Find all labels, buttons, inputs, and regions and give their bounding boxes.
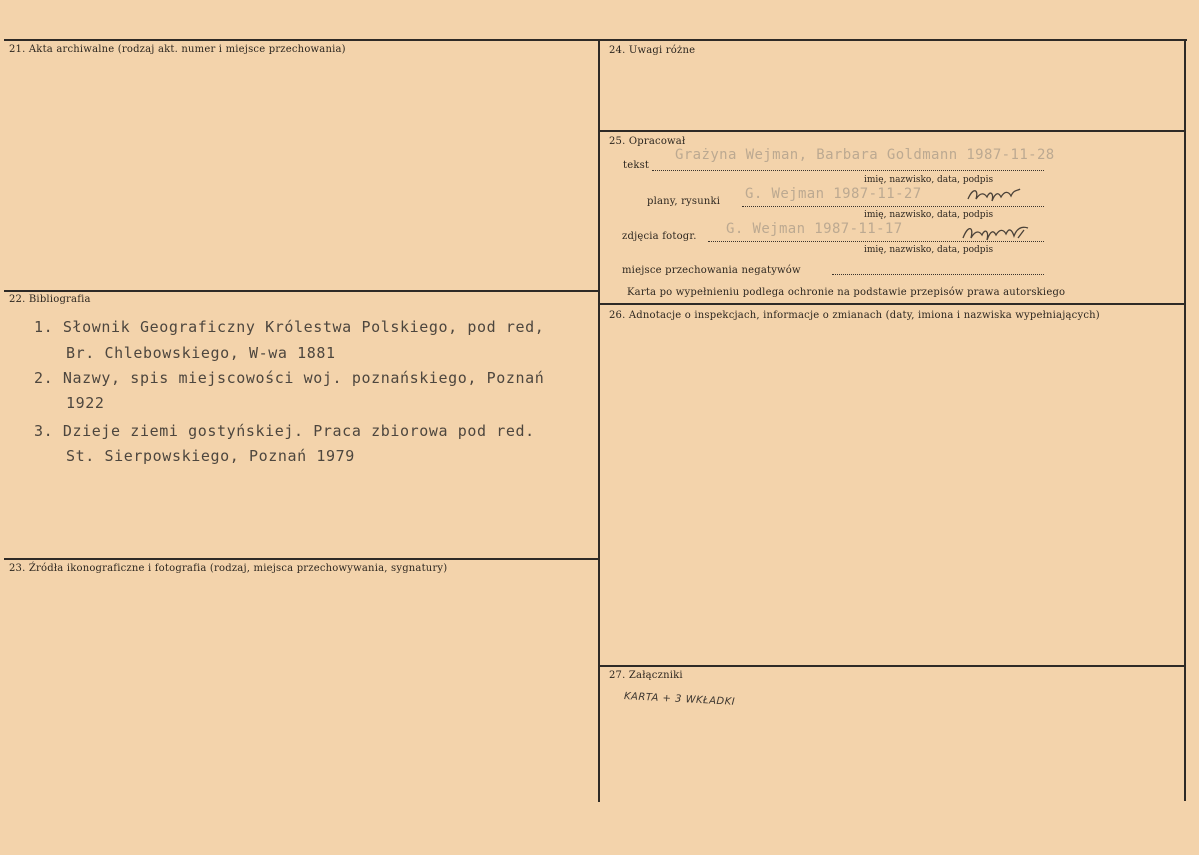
zdjecia-label: zdjęcia fotogr. <box>622 231 697 242</box>
right-rule <box>1184 39 1186 801</box>
attachments-value: KARTA + 3 WKŁADKI <box>623 691 736 708</box>
section-24-label: 24. Uwagi różne <box>609 45 696 56</box>
bibliography-entry-1-line-1: 1. Słownik Geograficzny Królestwa Polskiego, pod red, <box>34 318 545 336</box>
copyright-notice: Karta po wypełnieniu podlega ochronie na podstawie przepisów prawa autorskiego <box>627 287 1066 298</box>
tekst-hint: imię, nazwisko, data, podpis <box>864 175 994 185</box>
plany-signature <box>965 185 1025 205</box>
section-22-label: 22. Bibliografia <box>9 294 91 305</box>
bibliography-entry-3-line-1: 3. Dzieje ziemi gostyńskiej. Praca zbiorowa pod red. <box>34 422 535 440</box>
negatywy-dotted-line <box>832 274 1044 275</box>
zdjecia-hint: imię, nazwisko, data, podpis <box>864 245 994 255</box>
divider-24-25 <box>599 130 1186 132</box>
divider-22-23 <box>4 558 600 560</box>
bibliography-entry-2-line-1: 2. Nazwy, spis miejscowości woj. poznańskiego, Poznań <box>34 369 545 387</box>
bibliography-entry-2-line-2: 1922 <box>66 394 105 412</box>
plany-dotted-line <box>742 206 1044 207</box>
tekst-label: tekst <box>623 160 650 171</box>
bibliography-entry-1-line-2: Br. Chlebowskiego, W-wa 1881 <box>66 344 336 362</box>
divider-25-26 <box>599 303 1186 305</box>
section-21-label: 21. Akta archiwalne (rodzaj akt. numer i miejsce przechowania) <box>9 44 346 55</box>
tekst-value: Grażyna Wejman, Barbara Goldmann 1987-11-28 <box>675 147 1055 163</box>
top-rule <box>4 39 1187 41</box>
section-23-label: 23. Źródła ikonograficzne i fotografia (rodzaj, miejsca przechowywania, sygnatury) <box>9 563 448 574</box>
section-25-label: 25. Opracował <box>609 136 686 147</box>
zdjecia-signature <box>960 222 1032 244</box>
zdjecia-value: G. Wejman 1987-11-17 <box>726 221 903 237</box>
bibliography-entry-3-line-2: St. Sierpowskiego, Poznań 1979 <box>66 447 355 465</box>
plany-value: G. Wejman 1987-11-27 <box>745 186 922 202</box>
section-26-label: 26. Adnotacje o inspekcjach, informacje o zmianach (daty, imiona i nazwiska wypełniających) <box>609 310 1100 321</box>
negatywy-label: miejsce przechowania negatywów <box>622 265 801 276</box>
plany-hint: imię, nazwisko, data, podpis <box>864 210 994 220</box>
tekst-dotted-line <box>652 170 1044 171</box>
plany-label: plany, rysunki <box>647 196 721 207</box>
center-divider <box>598 40 600 802</box>
divider-26-27 <box>599 665 1186 667</box>
divider-21-22 <box>4 290 600 292</box>
section-27-label: 27. Załączniki <box>609 670 683 681</box>
